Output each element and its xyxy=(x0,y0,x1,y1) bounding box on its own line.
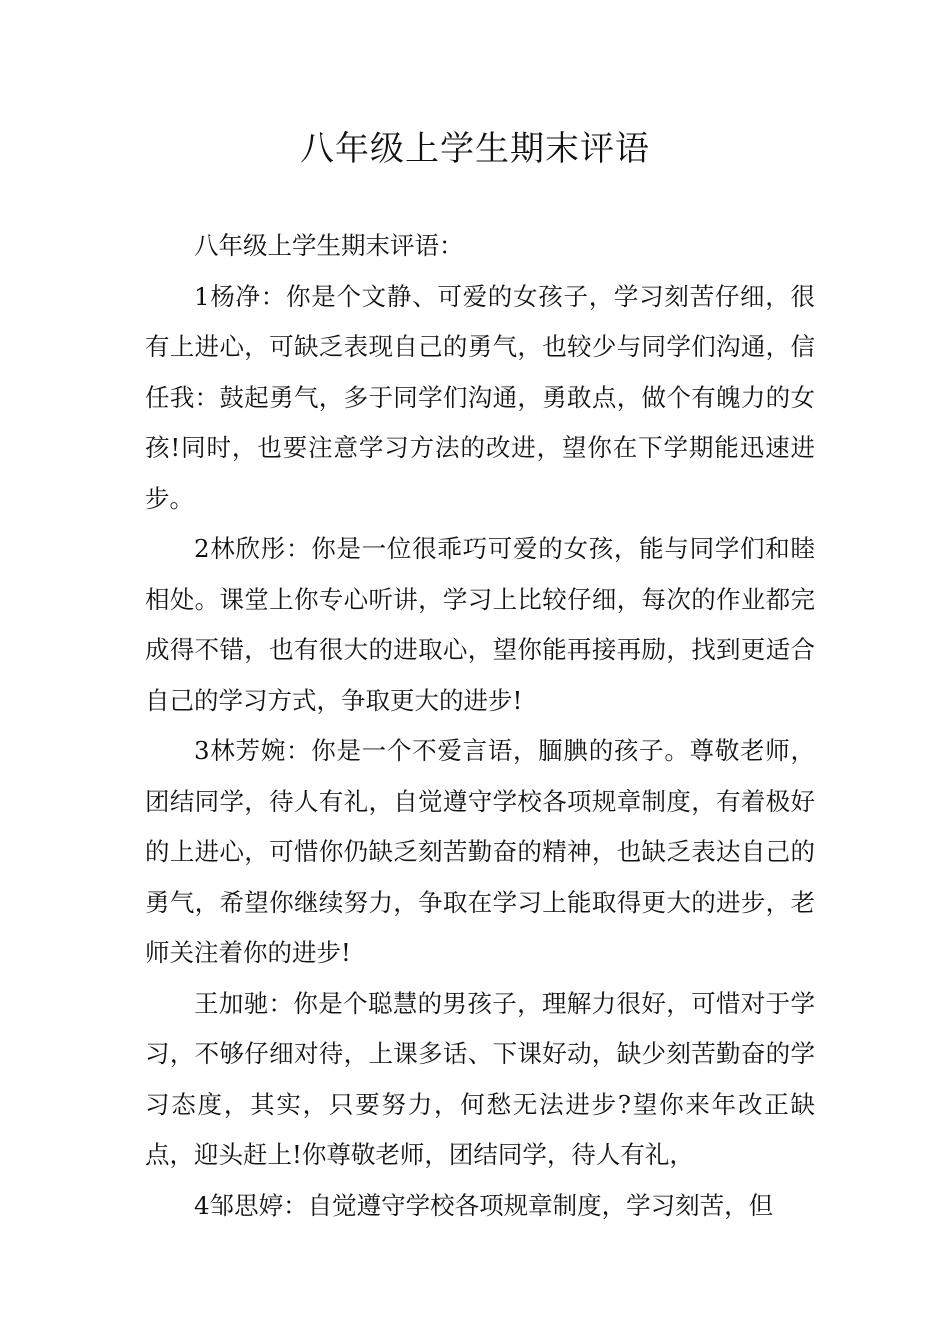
document-title: 八年级上学生期末评语 xyxy=(300,129,650,169)
document-body xyxy=(145,221,815,1231)
comment-paragraph-wang-jiachi: 王加驰：你是个聪慧的男孩子，理解力很好，可惜对于学习，不够仔细对待，上课多话、下课好动，缺少刻苦勤奋的学习态度，其实，只要努力，何愁无法进步?望你来年改正缺点，迎头赶上!你尊敬老师，团结同学，待人有礼， xyxy=(145,988,815,1169)
intro-paragraph: 八年级上学生期末评语： xyxy=(194,231,464,260)
comment-paragraph-lin-xintong: 2林欣彤：你是一位很乖巧可爱的女孩，能与同学们和睦相处。课堂上你专心听讲，学习上比较仔细，每次的作业都完成得不错，也有很大的进取心，望你能再接再励，找到更适合自己的学习方式，争取更大的进步! xyxy=(145,534,815,715)
comment-paragraph-lin-fangwan: 3林芳婉：你是一个不爱言语，腼腆的孩子。尊敬老师，团结同学，待人有礼，自觉遵守学校各项规章制度，有着极好的上进心，可惜你仍缺乏刻苦勤奋的精神，也缺乏表达自己的勇气，希望你继续努力，争取在学习上能取得更大的进步，老师关注着你的进步! xyxy=(145,736,815,967)
comment-paragraph-yang-jing: 1杨净：你是个文静、可爱的女孩子，学习刻苦仔细，很有上进心，可缺乏表现自己的勇气，也较少与同学们沟通，信任我：鼓起勇气，多于同学们沟通，勇敢点，做个有魄力的女孩!同时，也要注意学习方法的改进，望你在下学期能迅速进步。 xyxy=(145,281,815,513)
comment-paragraph-zou-siting: 4邹思婷：自觉遵守学校各项规章制度，学习刻苦，但 xyxy=(194,1190,774,1220)
